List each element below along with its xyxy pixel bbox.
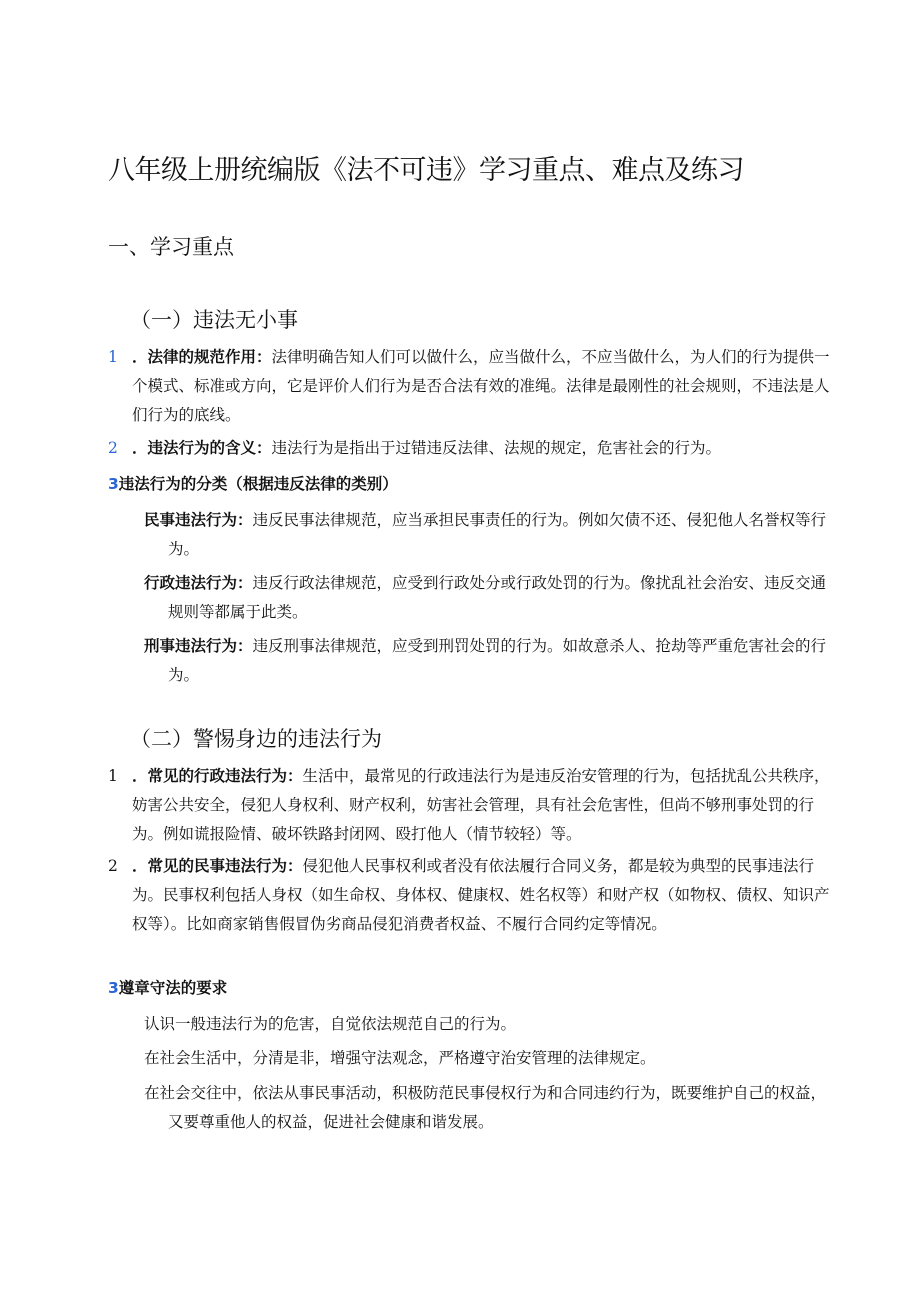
subheading-law-abiding-requirements (108, 976, 227, 1000)
item-number: 1 (108, 767, 118, 785)
item-label: ．违法行为的含义： (132, 439, 272, 457)
item-label: 刑事违法行为： (144, 637, 253, 655)
item-number: 2 (108, 439, 118, 457)
subheading-label: 遵章守法的要求 (118, 979, 228, 997)
item-text: 违反刑事法律规范，应受到刑罚处罚的行为。如故意杀人、抢劫等严重危害社会的行为。 (168, 637, 827, 684)
item-text: 生活中，最常见的行政违法行为是违反治安管理的行为，包括扰乱公共秩序，妨害公共安全，侵犯人身权利、财产权利，妨害社会管理，具有社会危害性，但尚不够刑事处罚的行为。例如谎报险情、破坏铁路封闭网、殴打他人（情节较轻）等。 (132, 767, 830, 843)
subheading-label: 违法行为的分类（根据违反法律的类别） (118, 475, 398, 493)
list-item-requirement-3: 在社会交往中，依法从事民事活动，积极防范民事侵权行为和合同违约行为，既要维护自己的权益，又要尊重他人的权益，促进社会健康和谐发展。 (144, 1084, 827, 1131)
section-heading-key-points: 一、学习重点 (108, 235, 234, 259)
item-text: 法律明确告知人们可以做什么，应当做什么，不应当做什么，为人们的行为提供一个模式、标准或方向，它是评价人们行为是否合法有效的准绳。法律是最刚性的社会规则，不违法是人们行为的底线。 (132, 348, 830, 424)
subsection-heading-no-small-violations: （一）违法无小事 (130, 308, 298, 332)
paragraph-civil-violations (108, 852, 832, 939)
item-number: 2 (108, 857, 118, 875)
item-label: ．法律的规范作用： (132, 348, 272, 366)
item-text: 违反行政法律规范，应受到行政处分或行政处罚的行为。像扰乱社会治安、违反交通规则等都属于此类。 (168, 574, 827, 621)
list-item-civil-violation (144, 506, 832, 564)
paragraph-legal-norm-role (108, 343, 832, 430)
item-text: 违法行为是指出于过错违反法律、法规的规定，危害社会的行为。 (271, 439, 722, 457)
document-title: 八年级上册统编版《法不可违》学习重点、难点及练习 (108, 155, 744, 186)
subheading-number: 3 (108, 475, 119, 493)
item-label: 民事违法行为： (144, 511, 253, 529)
item-text: 侵犯他人民事权利或者没有依法履行合同义务，都是较为典型的民事违法行为。民事权利包括人身权（如生命权、身体权、健康权、姓名权等）和财产权（如物权、债权、知识产权等）。比如商家销售假冒伪劣商品侵犯消费者权益、不履行合同约定等情况。 (132, 857, 830, 933)
list-item-administrative-violation (144, 569, 832, 627)
paragraph-illegal-act-definition (108, 434, 832, 463)
subheading-number: 3 (108, 979, 119, 997)
paragraph-administrative-violations (108, 762, 832, 849)
subheading-illegal-act-classification (108, 472, 398, 496)
item-label: ．常见的行政违法行为： (132, 767, 303, 785)
item-label: 行政违法行为： (144, 574, 253, 592)
list-item-criminal-violation (144, 632, 832, 690)
list-item-requirement-1: 认识一般违法行为的危害，自觉依法规范自己的行为。 (144, 1015, 517, 1033)
item-number: 1 (108, 348, 118, 366)
list-item-requirement-2: 在社会生活中，分清是非，增强守法观念，严格遵守治安管理的法律规定。 (144, 1049, 656, 1067)
item-label: ．常见的民事违法行为： (132, 857, 303, 875)
item-text: 违反民事法律规范，应当承担民事责任的行为。例如欠债不还、侵犯他人名誉权等行为。 (168, 511, 827, 558)
subsection-heading-beware-violations: （二）警惕身边的违法行为 (130, 727, 382, 751)
